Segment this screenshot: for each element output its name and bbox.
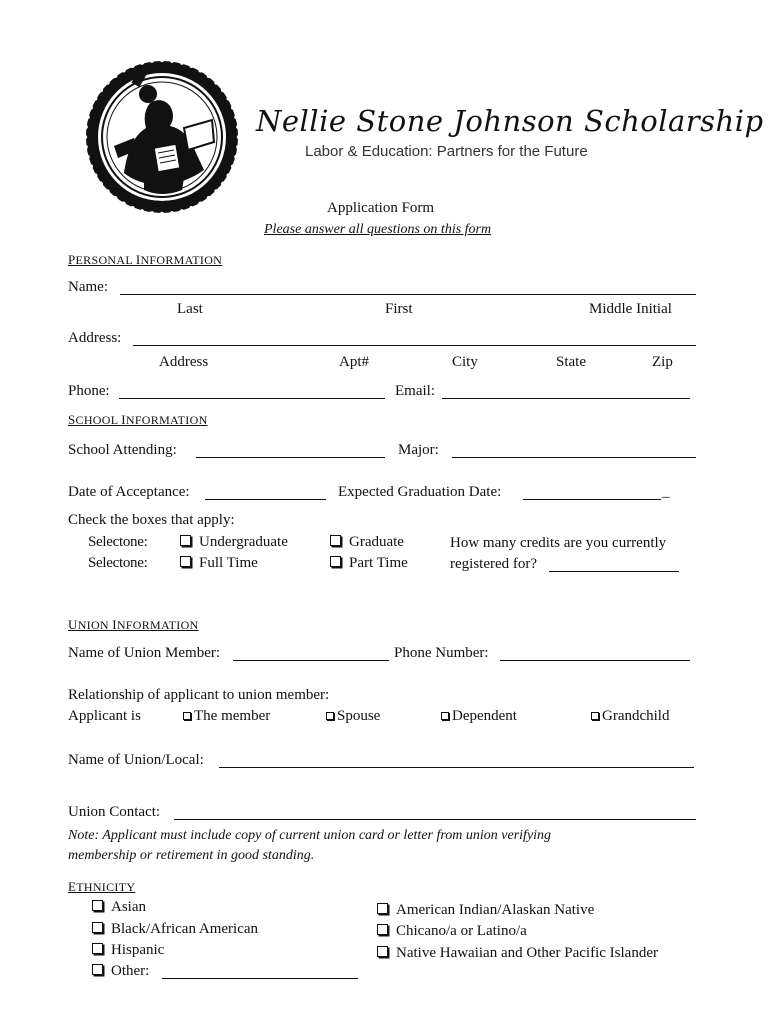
union-contact-label: Union Contact: — [68, 804, 161, 820]
part-time-option[interactable]: Part Time — [330, 555, 408, 572]
native-hawaiian-checkbox[interactable] — [377, 946, 388, 957]
other-checkbox[interactable] — [92, 964, 103, 975]
ethnicity-heading: ETHNICITY — [68, 879, 136, 894]
credits-question-line2: registered for? — [450, 556, 538, 572]
applicant-is-label: Applicant is — [68, 708, 141, 724]
ethnicity-other[interactable]: Other: — [92, 963, 149, 980]
union-note-line1: Note: Applicant must include copy of current union card or letter from union verifying — [68, 828, 552, 843]
email-label: Email: — [395, 383, 435, 399]
scholarship-seal-logo — [84, 58, 240, 216]
option-spouse[interactable]: Spouse — [326, 708, 380, 725]
email-field[interactable] — [442, 398, 690, 399]
credits-field[interactable] — [549, 571, 679, 572]
expected-graduation-tail: _ — [662, 484, 670, 500]
ethnicity-hispanic[interactable]: Hispanic — [92, 942, 164, 959]
union-member-label: Name of Union Member: — [68, 645, 221, 661]
expected-graduation-field[interactable] — [523, 499, 661, 500]
union-phone-label: Phone Number: — [394, 645, 489, 661]
dependent-checkbox[interactable] — [441, 712, 449, 720]
personal-information-heading: PERSONAL INFORMATION — [68, 252, 223, 267]
the-member-checkbox[interactable] — [183, 712, 191, 720]
relationship-label: Relationship of applicant to union member: — [68, 687, 330, 703]
address-sub-city: City — [452, 354, 478, 370]
spouse-checkbox[interactable] — [326, 712, 334, 720]
asian-checkbox[interactable] — [92, 900, 103, 911]
full-time-checkbox[interactable] — [180, 556, 191, 567]
grandchild-checkbox[interactable] — [591, 712, 599, 720]
address-field[interactable] — [133, 345, 696, 346]
school-attending-field[interactable] — [196, 457, 385, 458]
union-information-heading: UNION INFORMATION — [68, 617, 199, 632]
black-checkbox[interactable] — [92, 922, 103, 933]
name-field[interactable] — [120, 294, 696, 295]
union-contact-field[interactable] — [174, 819, 696, 820]
union-member-field[interactable] — [233, 660, 389, 661]
scholarship-subtitle: Labor & Education: Partners for the Future — [305, 143, 588, 160]
school-attending-label: School Attending: — [68, 442, 177, 458]
address-sub-address: Address — [159, 354, 209, 370]
undergraduate-option[interactable]: Undergraduate — [180, 534, 288, 551]
expected-graduation-label: Expected Graduation Date: — [338, 484, 502, 500]
option-dependent[interactable]: Dependent — [441, 708, 517, 725]
date-of-acceptance-field[interactable] — [205, 499, 326, 500]
address-sub-state: State — [556, 354, 586, 370]
ethnicity-native-hawaiian[interactable]: Native Hawaiian and Other Pacific Islander — [377, 945, 658, 962]
name-sub-middle: Middle Initial — [589, 301, 672, 317]
school-information-heading: SCHOOL INFORMATION — [68, 412, 208, 427]
ethnicity-chicano[interactable]: Chicano/a or Latino/a — [377, 923, 527, 940]
union-note-line2: membership or retirement in good standing. — [68, 848, 315, 863]
credits-question-line1: How many credits are you currently — [450, 535, 667, 551]
ethnicity-asian[interactable]: Asian — [92, 899, 146, 916]
address-sub-apt: Apt# — [339, 354, 369, 370]
ethnicity-other-field[interactable] — [162, 978, 358, 979]
date-of-acceptance-label: Date of Acceptance: — [68, 484, 190, 500]
undergraduate-checkbox[interactable] — [180, 535, 191, 546]
full-time-option[interactable]: Full Time — [180, 555, 258, 572]
phone-label: Phone: — [68, 383, 110, 399]
part-time-checkbox[interactable] — [330, 556, 341, 567]
major-label: Major: — [398, 442, 439, 458]
name-label: Name: — [68, 279, 108, 295]
check-boxes-label: Check the boxes that apply: — [68, 512, 235, 528]
hispanic-checkbox[interactable] — [92, 943, 103, 954]
scholarship-title: Nellie Stone Johnson Scholarship — [256, 104, 764, 138]
select-one-label-2: Selectone: — [88, 555, 148, 571]
form-title: Application Form — [327, 200, 435, 216]
union-phone-field[interactable] — [500, 660, 690, 661]
american-indian-checkbox[interactable] — [377, 903, 388, 914]
form-instruction: Please answer all questions on this form — [264, 222, 492, 237]
select-one-label-1: Selectone: — [88, 534, 148, 550]
phone-field[interactable] — [119, 398, 385, 399]
graduate-checkbox[interactable] — [330, 535, 341, 546]
chicano-checkbox[interactable] — [377, 924, 388, 935]
address-label: Address: — [68, 330, 122, 346]
ethnicity-black[interactable]: Black/African American — [92, 921, 258, 938]
union-local-label: Name of Union/Local: — [68, 752, 204, 768]
graduate-option[interactable]: Graduate — [330, 534, 404, 551]
union-local-field[interactable] — [219, 767, 694, 768]
major-field[interactable] — [452, 457, 696, 458]
option-the-member[interactable]: The member — [183, 708, 270, 725]
name-sub-first: First — [385, 301, 413, 317]
name-sub-last: Last — [177, 301, 203, 317]
option-grandchild[interactable]: Grandchild — [591, 708, 669, 725]
ethnicity-american-indian[interactable]: American Indian/Alaskan Native — [377, 902, 594, 919]
address-sub-zip: Zip — [652, 354, 673, 370]
